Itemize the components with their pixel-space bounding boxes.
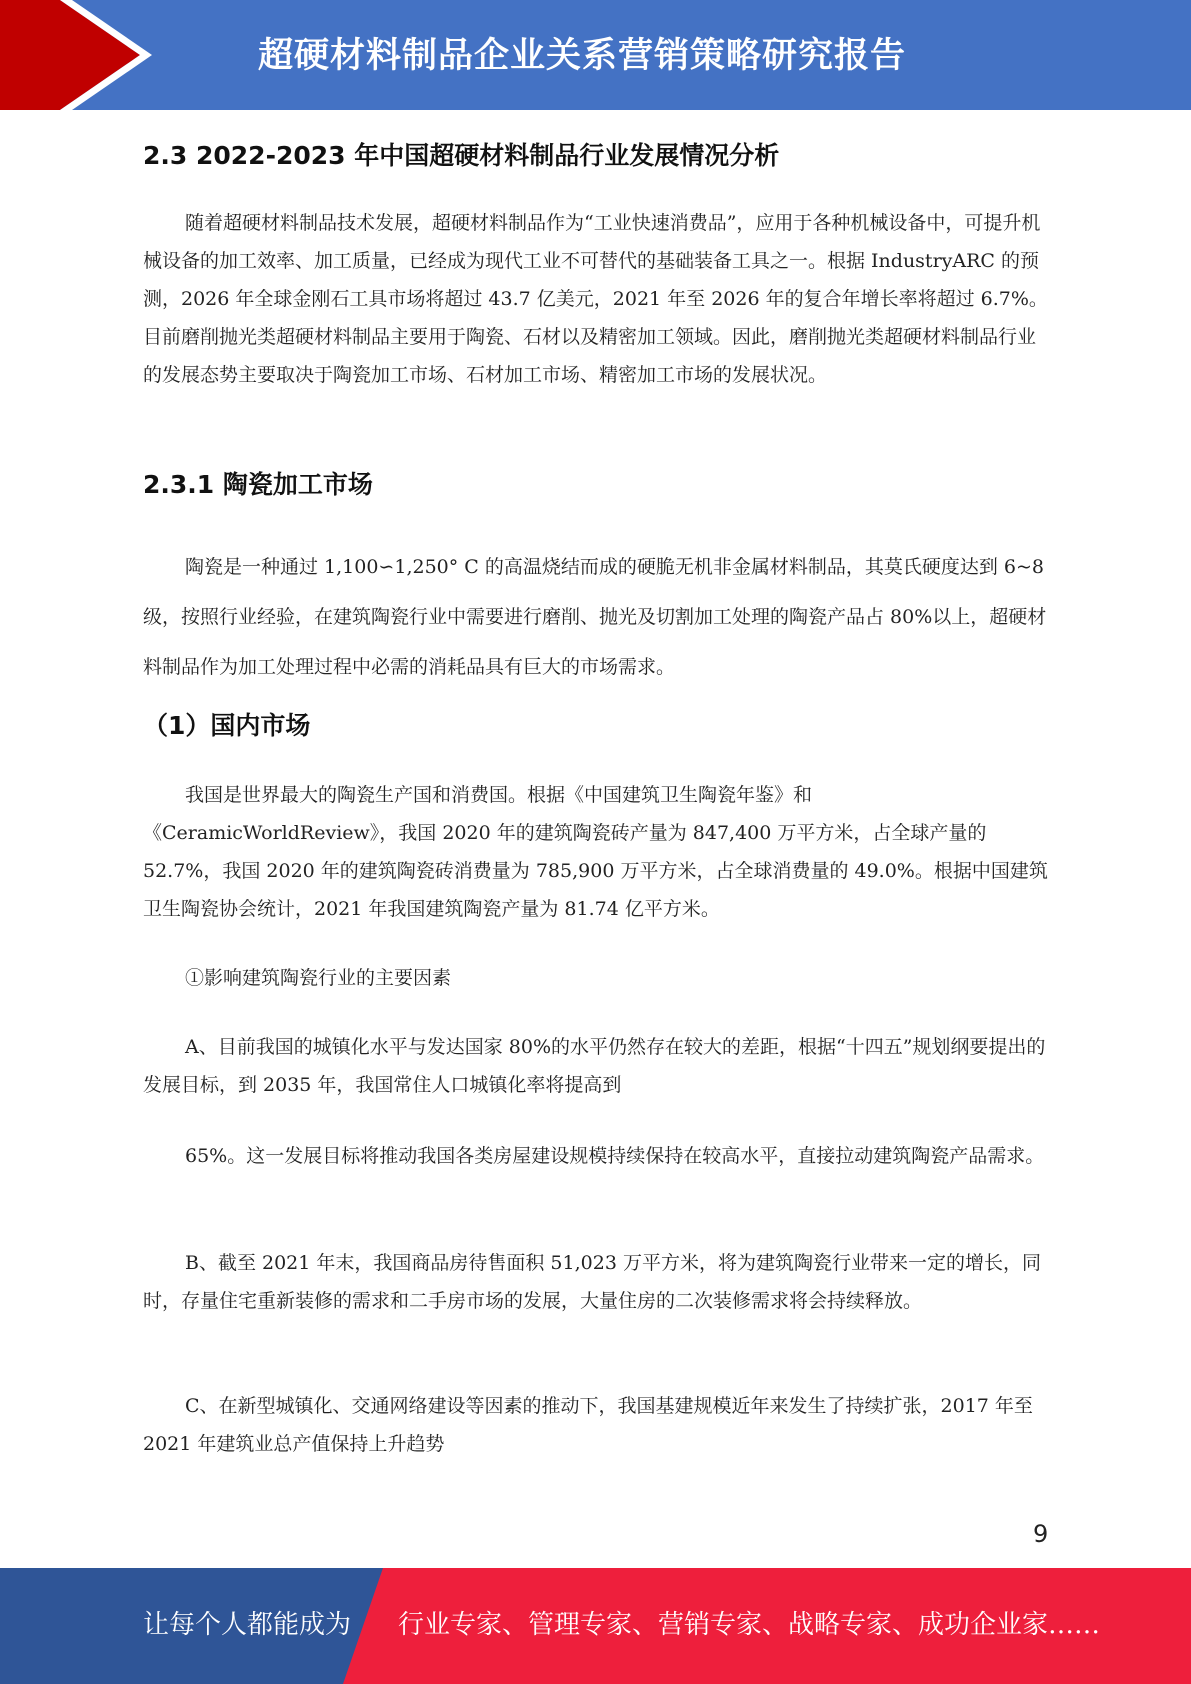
factor-b-paragraph: B、截至 2021 年末，我国商品房待售面积 51,023 万平方米，将为建筑陶瓷行业带来一定的增长，同时，存量住宅重新装修的需求和二手房市场的发展，大量住房的二次装修需求将会持续释放。 xyxy=(143,1252,1041,1312)
factors-subheading: ①影响建筑陶瓷行业的主要因素 xyxy=(185,967,452,989)
factor-c-paragraph: C、在新型城镇化、交通网络建设等因素的推动下，我国基建规模近年来发生了持续扩张，2017 年至 2021 年建筑业总产值保持上升趋势 xyxy=(143,1395,1033,1455)
section-heading-2-3-1: 2.3.1 陶瓷加工市场 xyxy=(143,470,373,499)
header-arrow-graphic xyxy=(0,0,160,110)
footer-slogan-left: 让每个人都能成为 xyxy=(143,1610,352,1640)
section-2-3-1-paragraph: 陶瓷是一种通过 1,100∽1,250° C 的高温烧结而成的硬脆无机非金属材料制品，其莫氏硬度达到 6~8 级，按照行业经验，在建筑陶瓷行业中需要进行磨削、抛光及切割加工处理的陶瓷产品占 80%以上，超硬材料制品作为加工处理过程中必需的消耗品具有巨大的市场需求。 xyxy=(143,556,1047,678)
domestic-market-heading: （1）国内市场 xyxy=(143,711,311,740)
section-heading-2-3: 2.3 2022-2023 年中国超硬材料制品行业发展情况分析 xyxy=(143,141,780,170)
footer-slogan-right: 行业专家、管理专家、营销专家、战略专家、成功企业家…… xyxy=(398,1610,1101,1640)
page-number: 9 xyxy=(1033,1520,1049,1548)
section-2-3-paragraph: 随着超硬材料制品技术发展，超硬材料制品作为“工业快速消费品”，应用于各种机械设备中，可提升机械设备的加工效率、加工质量，已经成为现代工业不可替代的基础装备工具之一。根据 IndustryARC 的预测，2026 年全球金刚石工具市场将超过 43.7 亿美元，2021 年至 2026 年的复合年增长率将超过 6.7%。目前磨削抛光类超硬材料制品主要用于陶瓷、石材以及精密加工领域。因此，磨削抛光类超硬材料制品行业的发展态势主要取决于陶瓷加工市场、石材加工市场、精密加工市场的发展状况。 xyxy=(143,212,1048,386)
domestic-market-paragraph: 我国是世界最大的陶瓷生产国和消费国。根据《中国建筑卫生陶瓷年鉴》和《CeramicWorldReview》，我国 2020 年的建筑陶瓷砖产量为 847,400 万平方米，占全球产量的 52.7%，我国 2020 年的建筑陶瓷砖消费量为 785,900 万平方米，占全球消费量的 49.0%。根据中国建筑卫生陶瓷协会统计，2021 年我国建筑陶瓷产量为 81.74 亿平方米。 xyxy=(143,784,1048,920)
factor-a-paragraph: A、目前我国的城镇化水平与发达国家 80%的水平仍然存在较大的差距，根据“十四五”规划纲要提出的发展目标，到 2035 年，我国常住人口城镇化率将提高到 xyxy=(143,1036,1046,1096)
page-footer xyxy=(0,1568,1191,1684)
factor-a-continued-paragraph: 65%。这一发展目标将推动我国各类房屋建设规模持续保持在较高水平，直接拉动建筑陶瓷产品需求。 xyxy=(185,1145,1045,1167)
report-title: 超硬材料制品企业关系营销策略研究报告 xyxy=(258,36,907,76)
page-header xyxy=(0,0,1191,110)
